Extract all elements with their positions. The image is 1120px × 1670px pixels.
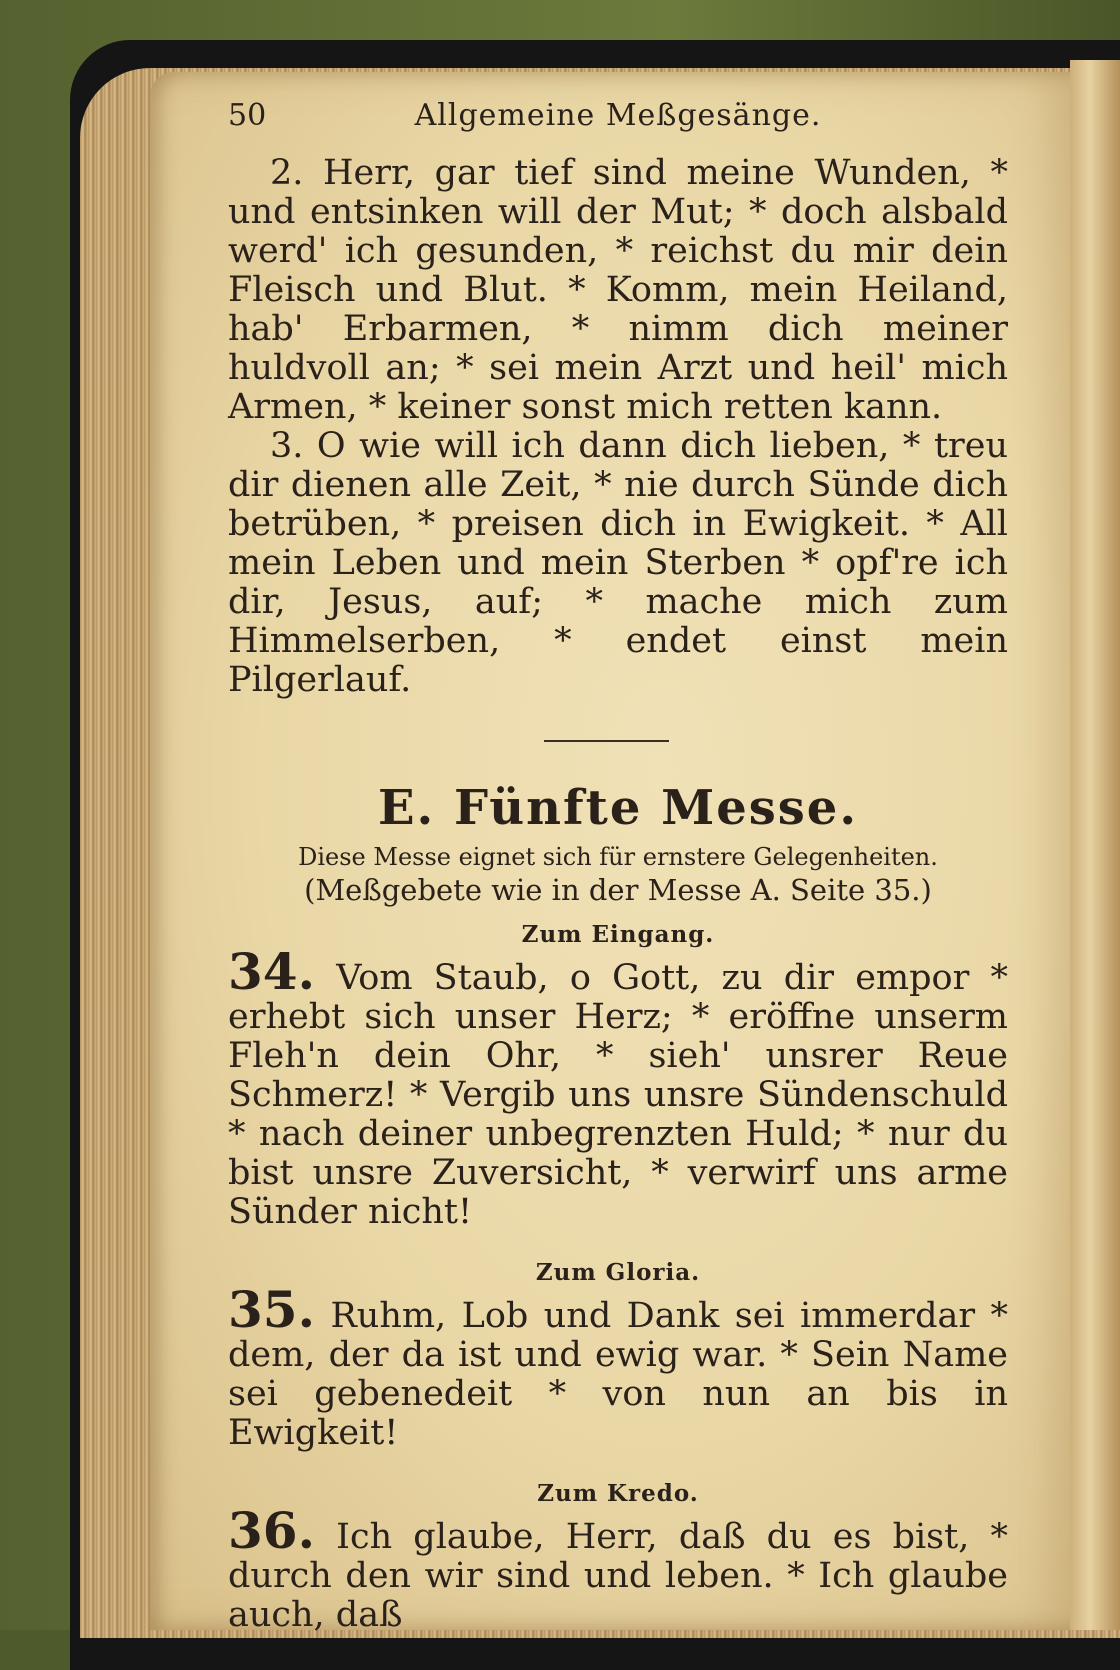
section-divider — [544, 740, 669, 742]
song-number: 36. — [228, 1501, 315, 1560]
page-text — [228, 98, 1008, 1635]
song-heading: Zum Eingang. — [521, 921, 715, 948]
song-35 — [228, 1280, 1008, 1453]
song-34 — [228, 942, 1008, 1232]
verse-2: 2. Herr, gar tief sind meine Wunden, * und entsinken will der Mut; * doch alsbald werd' ich gesunden, * reichst du mir dein Fleisch und Blut. * Komm, mein Heiland, hab' Erbarmen, * nimm dich meiner huldvoll an; * sei mein Arzt und heil' mich Armen, * keiner sonst mich retten kann. — [228, 153, 1008, 427]
page-number: 50 — [228, 98, 267, 133]
song-36 — [228, 1501, 1008, 1635]
section-subtitle: Diese Messe eignet sich für ernstere Gelegenheiten. — [298, 843, 938, 871]
page-header — [228, 98, 1008, 154]
verse-3: 3. O wie will ich dann dich lieben, * treu dir dienen alle Zeit, * nie durch Sünde dich betrüben, * preisen dich in Ewigkeit. * All mein Leben und mein Sterben * opf're ich dir, Jesus, auf; * mache mich zum Himmelserben, * endet einst mein Pilgerlauf. — [228, 426, 1008, 700]
song-heading: Zum Gloria. — [535, 1259, 701, 1286]
song-number: 34. — [228, 942, 315, 1001]
song-text: Ruhm, Lob und Dank sei immerdar * dem, der da ist und ewig war. * Sein Name sei gebenedeit * von nun an bis in Ewigkeit! — [228, 1296, 1008, 1453]
song-heading: Zum Kredo. — [537, 1480, 699, 1507]
song-text: Ich glaube, Herr, daß du es bist, * durch den wir sind und leben. * Ich glaube auch, daß — [228, 1517, 1008, 1635]
section-note: (Meßgebete wie in der Messe A. Seite 35.) — [304, 873, 932, 907]
page-gutter — [1070, 60, 1120, 1630]
song-text: Vom Staub, o Gott, zu dir empor * erhebt sich unser Herz; * eröffne unserm Fleh'n dein Ohr, * sieh' unsrer Reue Schmerz! * Vergib uns unsre Sündenschuld * nach deiner unbegrenzten Huld; * nur du bist unsre Zuversicht, * verwirf uns arme Sünder nicht! — [228, 958, 1008, 1232]
running-head: Allgemeine Meßgesänge. — [414, 98, 822, 133]
song-number: 35. — [228, 1280, 315, 1339]
section-title: E. Fünfte Messe. — [377, 780, 859, 836]
